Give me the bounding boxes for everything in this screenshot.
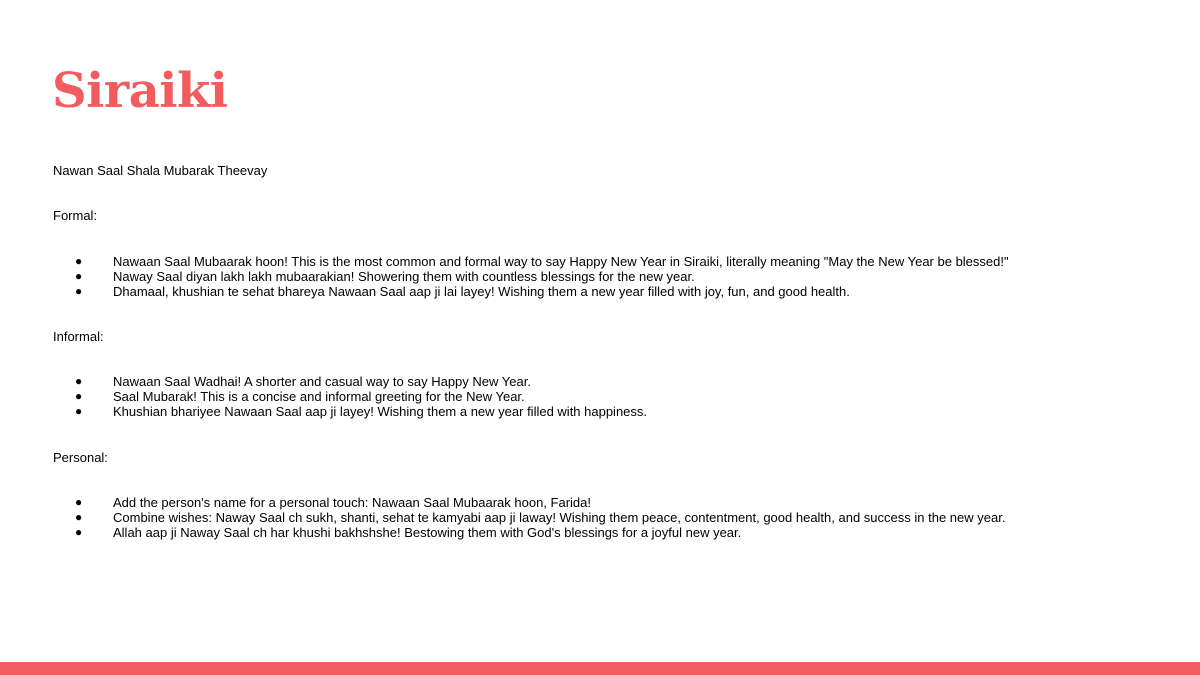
bullet-icon: ● (75, 525, 83, 539)
list-item-text: Saal Mubarak! This is a concise and informal greeting for the New Year. (113, 389, 525, 404)
bullet-icon: ● (75, 389, 83, 403)
bullet-icon: ● (75, 495, 83, 509)
list-item-text: Dhamaal, khushian te sehat bhareya Nawaan Saal aap ji lai layey! Wishing them a new year filled with joy, fun, and good health. (113, 284, 850, 299)
bullet-icon: ● (75, 374, 83, 388)
section-heading-formal: Formal: (53, 208, 98, 223)
bullet-icon: ● (75, 269, 83, 283)
list-item-text: Allah aap ji Naway Saal ch har khushi bakhshshe! Bestowing them with God's blessings for a joyful new year. (113, 525, 742, 540)
list-item-text: Nawaan Saal Wadhai! A shorter and casual way to say Happy New Year. (113, 374, 531, 389)
section-heading-informal: Informal: (53, 329, 104, 344)
list-item-text: Khushian bhariyee Nawaan Saal aap ji layey! Wishing them a new year filled with happiness. (113, 404, 648, 419)
slide-title: Siraiki (52, 63, 228, 119)
bullet-icon: ● (75, 404, 83, 418)
list-item-text: Add the person's name for a personal touch: Nawaan Saal Mubaarak hoon, Farida! (113, 495, 591, 510)
bullet-icon: ● (75, 284, 83, 298)
slide-subtitle: Nawan Saal Shala Mubarak Theevay (53, 163, 268, 178)
bullet-icon: ● (75, 254, 83, 268)
bullet-icon: ● (75, 510, 83, 524)
list-item-text: Naway Saal diyan lakh lakh mubaarakian! Showering them with countless blessings for the new year. (113, 269, 695, 284)
list-item-text: Combine wishes: Naway Saal ch sukh, shanti, sehat te kamyabi aap ji laway! Wishing them peace, contentment, good health, and success in the new year. (113, 510, 1006, 525)
list-item-text: Nawaan Saal Mubaarak hoon! This is the most common and formal way to say Happy New Year in Siraiki, literally meaning "May the New Year be blessed!" (113, 254, 1009, 269)
section-heading-personal: Personal: (53, 450, 108, 465)
accent-bar (0, 662, 1200, 675)
